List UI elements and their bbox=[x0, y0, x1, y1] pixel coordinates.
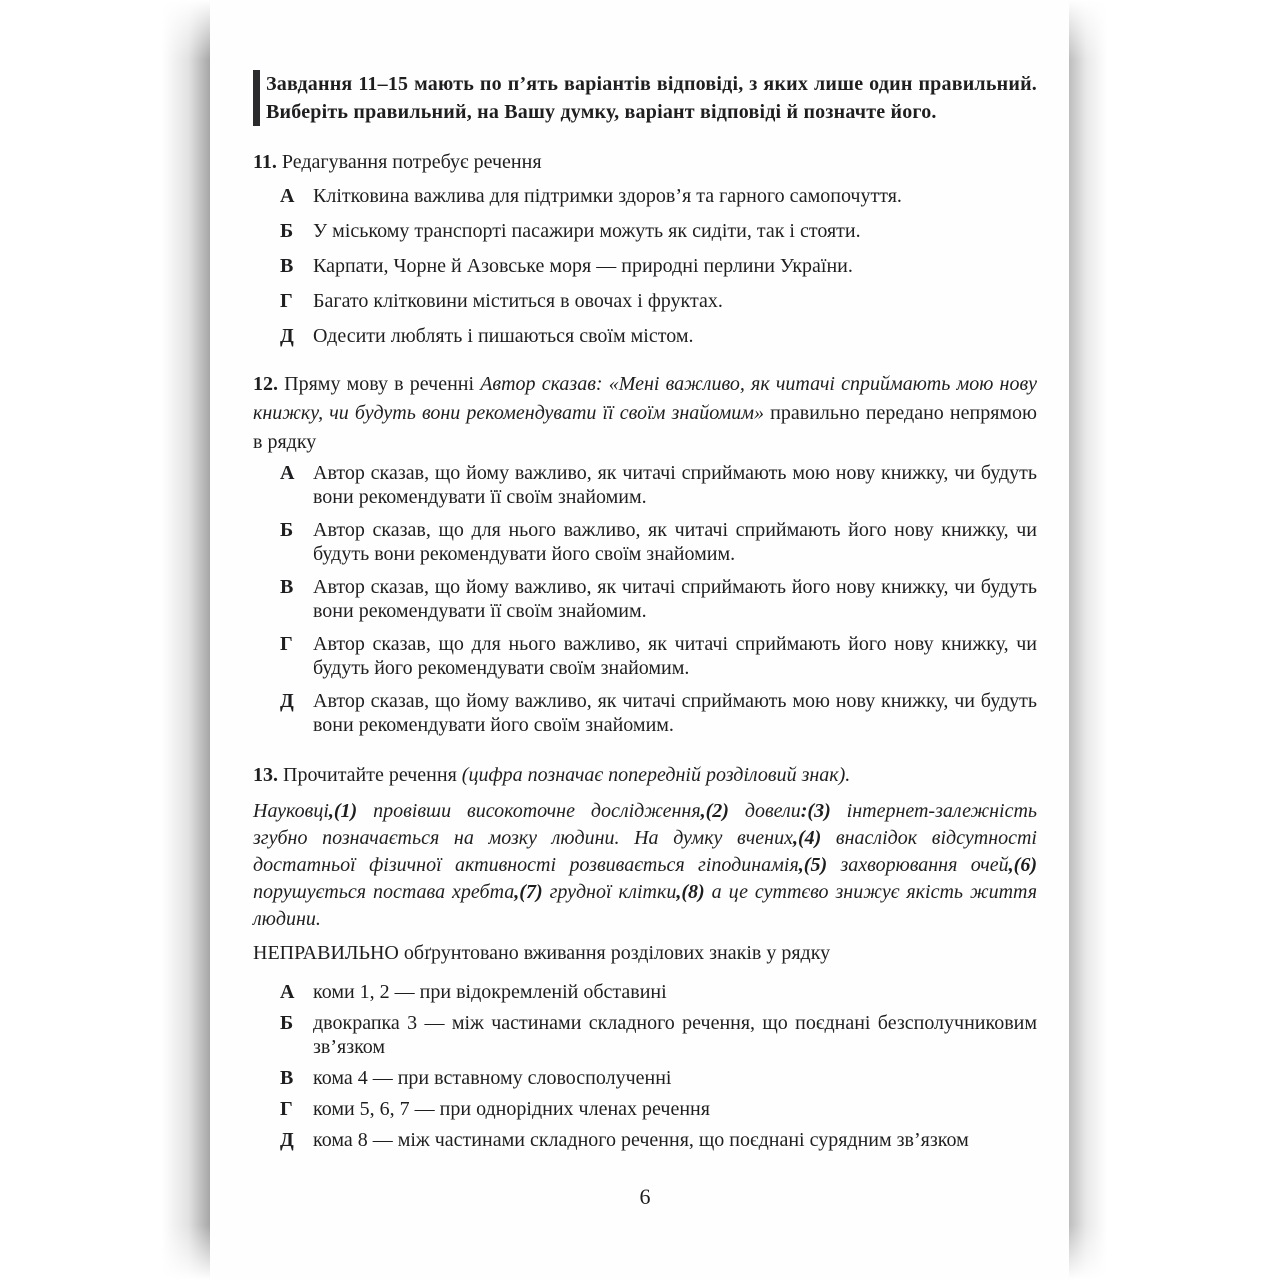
question-11-stem bbox=[253, 150, 1037, 174]
option-text: Автор сказав, що йому важливо, як читачі сприймають мою нову книжку, чи будуть вони рекомендувати його своїм знайомим. bbox=[313, 690, 1037, 736]
option-row bbox=[253, 324, 1037, 348]
question-12-stem bbox=[253, 370, 1037, 457]
option-letter: Г bbox=[280, 633, 293, 655]
page-number: 6 bbox=[639, 1184, 651, 1209]
option-letter: А bbox=[280, 185, 295, 207]
question-11 bbox=[253, 150, 1037, 348]
punctuation-number-marker: ,(4) bbox=[792, 827, 822, 849]
passage-text-segment: внаслідок відсутності достатньої фізичної активності розвивається гіподинамія bbox=[253, 827, 1037, 876]
option-text: Багато клітковини міститься в овочах і фруктах. bbox=[313, 290, 723, 312]
passage-text-segment: довели bbox=[728, 800, 801, 822]
option-text: Автор сказав, що йому важливо, як читачі сприймають мою нову книжку, чи будуть вони рекомендувати її своїм знайомим. bbox=[313, 462, 1037, 508]
option-text: кома 4 — при вставному словосполученні bbox=[313, 1067, 672, 1089]
option-text: Автор сказав, що для нього важливо, як читачі сприймають його нову книжку, чи будуть його рекомендувати своїм знайомим. bbox=[313, 633, 1037, 679]
option-row bbox=[253, 461, 1037, 509]
option-row bbox=[253, 632, 1037, 680]
option-text: Одесити люблять і пишаються своїм містом. bbox=[313, 325, 694, 347]
question-11-options bbox=[253, 184, 1037, 348]
option-letter: Д bbox=[280, 325, 294, 347]
instruction-box: Завдання 11–15 мають по п’ять варіантів відповіді, з яких лише один правильний. Виберіть правильний, на Вашу думку, варіант відповіді й позначте його. bbox=[253, 70, 1037, 126]
punctuation-number-marker: ,(7) bbox=[514, 881, 543, 903]
option-text: Автор сказав, що для нього важливо, як читачі сприймають його нову книжку, чи будуть вони рекомендувати його своїм знайомим. bbox=[313, 519, 1037, 565]
option-letter: Б bbox=[280, 519, 294, 541]
question-11-stem-text: Редагування потребує речення bbox=[281, 151, 542, 173]
option-letter: Г bbox=[280, 1098, 293, 1120]
option-row bbox=[253, 980, 1037, 1004]
option-text: кома 8 — між частинами складного речення, що поєднані сурядним зв’язком bbox=[313, 1129, 969, 1151]
question-13-passage bbox=[253, 798, 1037, 933]
option-row bbox=[253, 575, 1037, 623]
passage-text-segment: інтернет-залежність згубно позначається на мозку людини. На думку вчених bbox=[253, 800, 1037, 849]
option-letter: Д bbox=[280, 1129, 294, 1151]
option-letter: Б bbox=[280, 220, 294, 242]
question-12-quoted-sentence: Автор сказав: «Мені важливо, як читачі сприймають мою нову книжку, чи будуть вони рекомендувати її своїм знайомим» bbox=[253, 373, 1038, 424]
question-12-stem-suffix: правильно передано непрямою в рядку bbox=[253, 402, 1037, 453]
passage-text-segment: порушується постава хребта bbox=[253, 881, 515, 903]
option-letter: Г bbox=[280, 290, 293, 312]
option-row bbox=[253, 184, 1037, 208]
question-13 bbox=[253, 763, 1037, 1152]
question-13-stem-prefix: Прочитайте речення bbox=[283, 764, 457, 786]
passage-text-segment: провівши високоточне дослідження bbox=[357, 800, 701, 822]
option-row bbox=[253, 1128, 1037, 1152]
question-12 bbox=[253, 370, 1037, 737]
question-12-number: 12. bbox=[253, 373, 278, 395]
option-letter: А bbox=[280, 462, 295, 484]
option-row bbox=[253, 1066, 1037, 1090]
punctuation-number-marker: :(3) bbox=[800, 800, 831, 822]
option-row bbox=[253, 289, 1037, 313]
option-row bbox=[253, 1011, 1037, 1059]
option-text: Клітковина важлива для підтримки здоров’я та гарного самопочуття. bbox=[313, 185, 902, 207]
question-13-stem-note: (цифра позначає попередній розділовий знак). bbox=[461, 764, 851, 786]
option-row bbox=[253, 518, 1037, 566]
option-text: коми 1, 2 — при відокремленій обставині bbox=[313, 981, 667, 1003]
option-text: Автор сказав, що йому важливо, як читачі сприймають його нову книжку, чи будуть вони рекомендувати її своїм знайомим. bbox=[313, 576, 1037, 622]
option-text: Карпати, Чорне й Азовське моря — природні перлини України. bbox=[313, 255, 853, 277]
option-letter: В bbox=[280, 1067, 294, 1089]
punctuation-number-marker: ,(5) bbox=[798, 854, 828, 876]
question-11-number: 11. bbox=[253, 151, 277, 173]
passage-text-segment: грудної клітки bbox=[542, 881, 677, 903]
page-edge-shadow-left bbox=[162, 0, 210, 1280]
question-13-task-line: НЕПРАВИЛЬНО обґрунтовано вживання розділових знаків у рядку bbox=[253, 942, 831, 964]
option-text: коми 5, 6, 7 — при однорідних членах речення bbox=[313, 1098, 710, 1120]
question-13-number: 13. bbox=[253, 764, 278, 786]
passage-text-segment: а це суттєво знижує якість життя людини. bbox=[253, 881, 1037, 930]
punctuation-number-marker: ,(2) bbox=[700, 800, 729, 822]
punctuation-number-marker: ,(6) bbox=[1008, 854, 1037, 876]
question-13-options bbox=[253, 980, 1037, 1152]
question-12-options bbox=[253, 461, 1037, 737]
option-row bbox=[253, 689, 1037, 737]
page-edge-shadow-right bbox=[1069, 0, 1107, 1280]
question-12-stem-prefix: Пряму мову в реченні bbox=[284, 373, 475, 395]
punctuation-number-marker: ,(8) bbox=[676, 881, 705, 903]
option-text: У міському транспорті пасажири можуть як сидіти, так і стояти. bbox=[313, 220, 861, 242]
passage-text-segment: Науковці bbox=[253, 800, 329, 822]
question-13-stem bbox=[253, 763, 1037, 787]
option-letter: В bbox=[280, 576, 294, 598]
option-row bbox=[253, 1097, 1037, 1121]
option-row bbox=[253, 254, 1037, 278]
option-letter: В bbox=[280, 255, 294, 277]
option-row bbox=[253, 219, 1037, 243]
page-content bbox=[253, 0, 1037, 1210]
option-letter: Б bbox=[280, 1012, 294, 1034]
scanned-book-page bbox=[210, 0, 1069, 1280]
option-text: двокрапка 3 — між частинами складного речення, що поєднані безсполучниковим зв’язком bbox=[313, 1012, 1037, 1058]
option-letter: Д bbox=[280, 690, 294, 712]
punctuation-number-marker: ,(1) bbox=[328, 800, 358, 822]
option-letter: А bbox=[280, 981, 295, 1003]
passage-text-segment: захворювання очей bbox=[827, 854, 1009, 876]
